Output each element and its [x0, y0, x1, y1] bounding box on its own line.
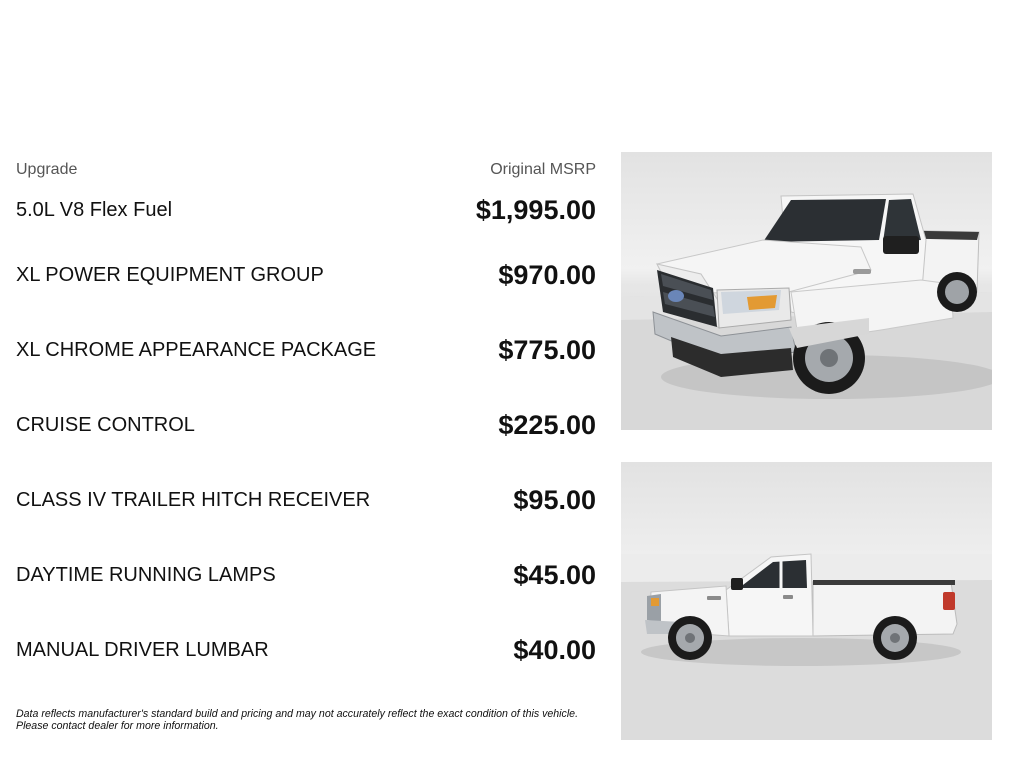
upgrade-price-list — [16, 158, 596, 688]
truck-side-illustration — [621, 462, 992, 740]
upgrade-price: $95.00 — [513, 485, 596, 515]
vehicle-photo-front[interactable] — [621, 152, 992, 430]
upgrade-name: CRUISE CONTROL — [16, 414, 195, 436]
upgrade-price: $970.00 — [498, 260, 596, 290]
upgrade-name: 5.0L V8 Flex Fuel — [16, 198, 173, 221]
list-item — [16, 388, 596, 463]
list-item — [16, 538, 596, 613]
list-item — [16, 182, 596, 238]
truck-front-illustration — [621, 152, 992, 430]
upgrade-price: $45.00 — [513, 560, 596, 590]
upgrade-price: $775.00 — [498, 335, 596, 365]
upgrade-rows — [16, 182, 596, 688]
list-item — [16, 313, 596, 388]
upgrade-name: XL CHROME APPEARANCE PACKAGE — [16, 339, 377, 361]
upgrade-name: DAYTIME RUNNING LAMPS — [16, 564, 276, 586]
disclaimer-line: Data reflects manufacturer's standard build and pricing and may not accurately reflect the exact condition of this vehicle. — [16, 708, 579, 720]
disclaimer — [16, 708, 606, 732]
table-header — [16, 158, 596, 182]
upgrade-price: $40.00 — [513, 635, 596, 665]
msrp-column-header: Original MSRP — [490, 161, 596, 178]
upgrade-price: $1,995.00 — [475, 194, 596, 225]
upgrade-column-header: Upgrade — [16, 161, 78, 178]
disclaimer-line: Please contact dealer for more information. — [16, 720, 219, 732]
vehicle-photo-side[interactable] — [621, 462, 992, 740]
upgrade-name: XL POWER EQUIPMENT GROUP — [16, 264, 324, 286]
list-item — [16, 238, 596, 313]
upgrade-name: MANUAL DRIVER LUMBAR — [16, 639, 269, 661]
upgrade-name: CLASS IV TRAILER HITCH RECEIVER — [16, 489, 371, 511]
list-item — [16, 463, 596, 538]
list-item — [16, 613, 596, 688]
upgrade-price: $225.00 — [498, 410, 596, 440]
